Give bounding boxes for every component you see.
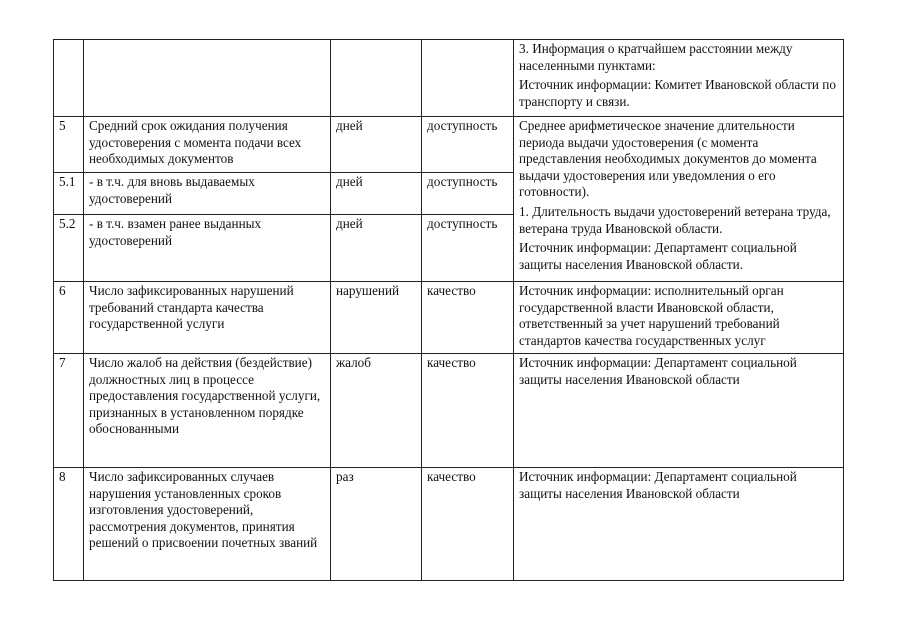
source-paragraph: Источник информации: Департамент социальной защиты населения Ивановской области. xyxy=(519,240,797,272)
type-cell: качество xyxy=(422,282,514,354)
source-cell xyxy=(514,40,844,117)
indicator-name-cell: Число зафиксированных случаев нарушения установленных сроков изготовления удостоверений, рассмотрения документов, принятия решений о присвоении почетных званий xyxy=(84,468,331,581)
indicator-name-cell: Число зафиксированных нарушений требований стандарта качества государственной услуги xyxy=(84,282,331,354)
source-cell xyxy=(514,117,844,282)
row-number-cell: 5.1 xyxy=(54,173,84,215)
row-number-cell: 5.2 xyxy=(54,215,84,282)
type-cell: доступность xyxy=(422,173,514,215)
type-cell: доступность xyxy=(422,117,514,173)
type-cell: качество xyxy=(422,354,514,468)
table-row xyxy=(54,354,844,468)
unit-cell: дней xyxy=(331,117,422,173)
table-row xyxy=(54,468,844,581)
source-cell: Источник информации: Департамент социальной защиты населения Ивановской области xyxy=(514,468,844,581)
source-cell: Источник информации: исполнительный орган государственной власти Ивановской области, ответственный за учет нарушений требований стандартов качества государственных услуг xyxy=(514,282,844,354)
type-cell: качество xyxy=(422,468,514,581)
table-row xyxy=(54,117,844,173)
unit-cell: нарушений xyxy=(331,282,422,354)
unit-cell: дней xyxy=(331,215,422,282)
indicator-name-cell: - в т.ч. для вновь выдаваемых удостоверений xyxy=(84,173,331,215)
indicator-name-cell: - в т.ч. взамен ранее выданных удостоверений xyxy=(84,215,331,282)
table-row xyxy=(54,40,844,117)
source-paragraph: 3. Информация о кратчайшем расстоянии между населенными пунктами: xyxy=(519,41,793,73)
row-number-cell: 6 xyxy=(54,282,84,354)
type-cell xyxy=(422,40,514,117)
table-row xyxy=(54,282,844,354)
type-cell: доступность xyxy=(422,215,514,282)
row-number-cell: 7 xyxy=(54,354,84,468)
row-number-cell: 5 xyxy=(54,117,84,173)
unit-cell xyxy=(331,40,422,117)
row-number-cell: 8 xyxy=(54,468,84,581)
indicator-name-cell: Число жалоб на действия (бездействие) должностных лиц в процессе предоставления государственной услуги, признанных в установленном порядке обоснованными xyxy=(84,354,331,468)
unit-cell: раз xyxy=(331,468,422,581)
source-paragraph: 1. Длительность выдачи удостоверений ветерана труда, ветерана труда Ивановской области. xyxy=(519,203,831,236)
row-number-cell xyxy=(54,40,84,117)
indicator-name-cell: Средний срок ожидания получения удостоверения с момента подачи всех необходимых документов xyxy=(84,117,331,173)
source-paragraph: Источник информации: Комитет Ивановской области по транспорту и связи. xyxy=(519,77,836,109)
unit-cell: жалоб xyxy=(331,354,422,468)
source-paragraph: Среднее арифметическое значение длительности периода выдачи удостоверения (с момента представления необходимых документов до момента выдачи удостоверения или уведомления о его готовности). xyxy=(519,118,817,200)
source-cell: Источник информации: Департамент социальной защиты населения Ивановской области xyxy=(514,354,844,468)
indicator-name-cell xyxy=(84,40,331,117)
indicators-table xyxy=(53,39,844,581)
unit-cell: дней xyxy=(331,173,422,215)
